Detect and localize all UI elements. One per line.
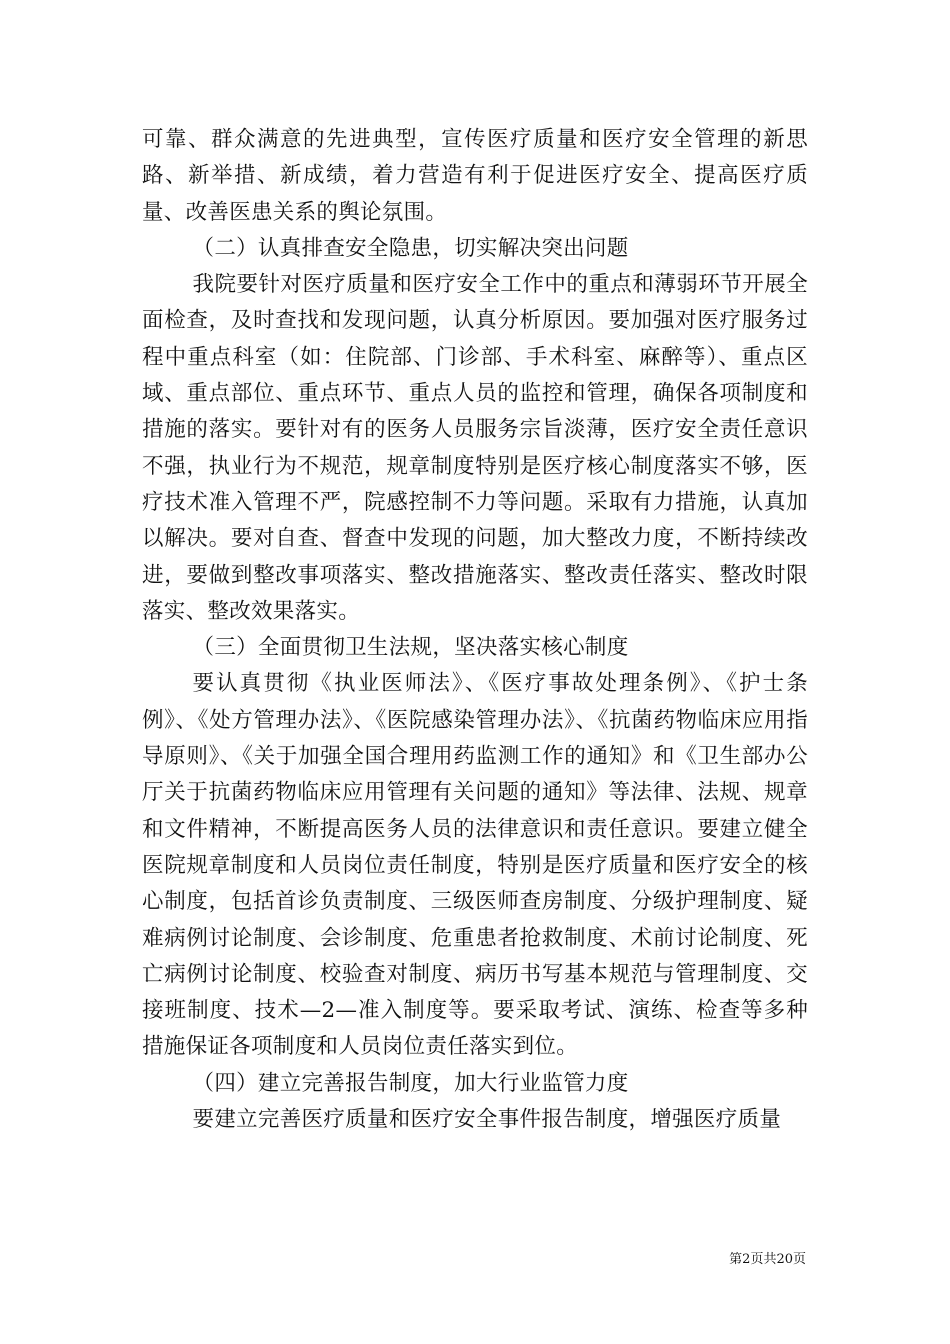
section-heading-4: （四）建立完善报告制度，加大行业监管力度	[192, 1070, 629, 1096]
document-body	[142, 122, 808, 1138]
paragraph-continuation: 可靠、群众满意的先进典型，宣传医疗质量和医疗安全管理的新思路、新举措、新成绩，着力营造有利于促进医疗安全、提高医疗质量、改善医患关系的舆论氛围。	[142, 127, 808, 225]
section-heading-3: （三）全面贯彻卫生法规，坚决落实核心制度	[192, 635, 629, 661]
page-number-footer: 第2页共20页	[729, 1252, 806, 1267]
section-heading-2: （二）认真排查安全隐患，切实解决突出问题	[192, 235, 629, 261]
paragraph-section-3: 要认真贯彻《执业医师法》、《医疗事故处理条例》、《护士条例》、《处方管理办法》、《医院感染管理办法》、《抗菌药物临床应用指导原则》、《关于加强全国合理用药监测工作的通知》和《卫生部办公厅关于抗菌药物临床应用管理有关问题的通知》等法律、法规、规章和文件精神，不断提高医务人员的法律意识和责任意识。要建立健全医院规章制度和人员岗位责任制度，特别是医疗质量和医疗安全的核心制度，包括首诊负责制度、三级医师查房制度、分级护理制度、疑难病例讨论制度、会诊制度、危重患者抢救制度、术前讨论制度、死亡病例讨论制度、校验查对制度、病历书写基本规范与管理制度、交接班制度、技术—2—准入制度等。要采取考试、演练、检查等多种措施保证各项制度和人员岗位责任落实到位。	[142, 671, 808, 1060]
paragraph-section-2: 我院要针对医疗质量和医疗安全工作中的重点和薄弱环节开展全面检查，及时查找和发现问题，认真分析原因。要加强对医疗服务过程中重点科室（如：住院部、门诊部、手术科室、麻醉等）、重点区域、重点部位、重点环节、重点人员的监控和管理，确保各项制度和措施的落实。要针对有的医务人员服务宗旨淡薄，医疗安全责任意识不强，执业行为不规范，规章制度特别是医疗核心制度落实不够，医疗技术准入管理不严，院感控制不力等问题。采取有力措施，认真加以解决。要对自查、督查中发现的问题，加大整改力度，不断持续改进，要做到整改事项落实、整改措施落实、整改责任落实、整改时限落实、整改效果落实。	[142, 272, 808, 624]
paragraph-section-4: 要建立完善医疗质量和医疗安全事件报告制度，增强医疗质量	[192, 1107, 782, 1133]
